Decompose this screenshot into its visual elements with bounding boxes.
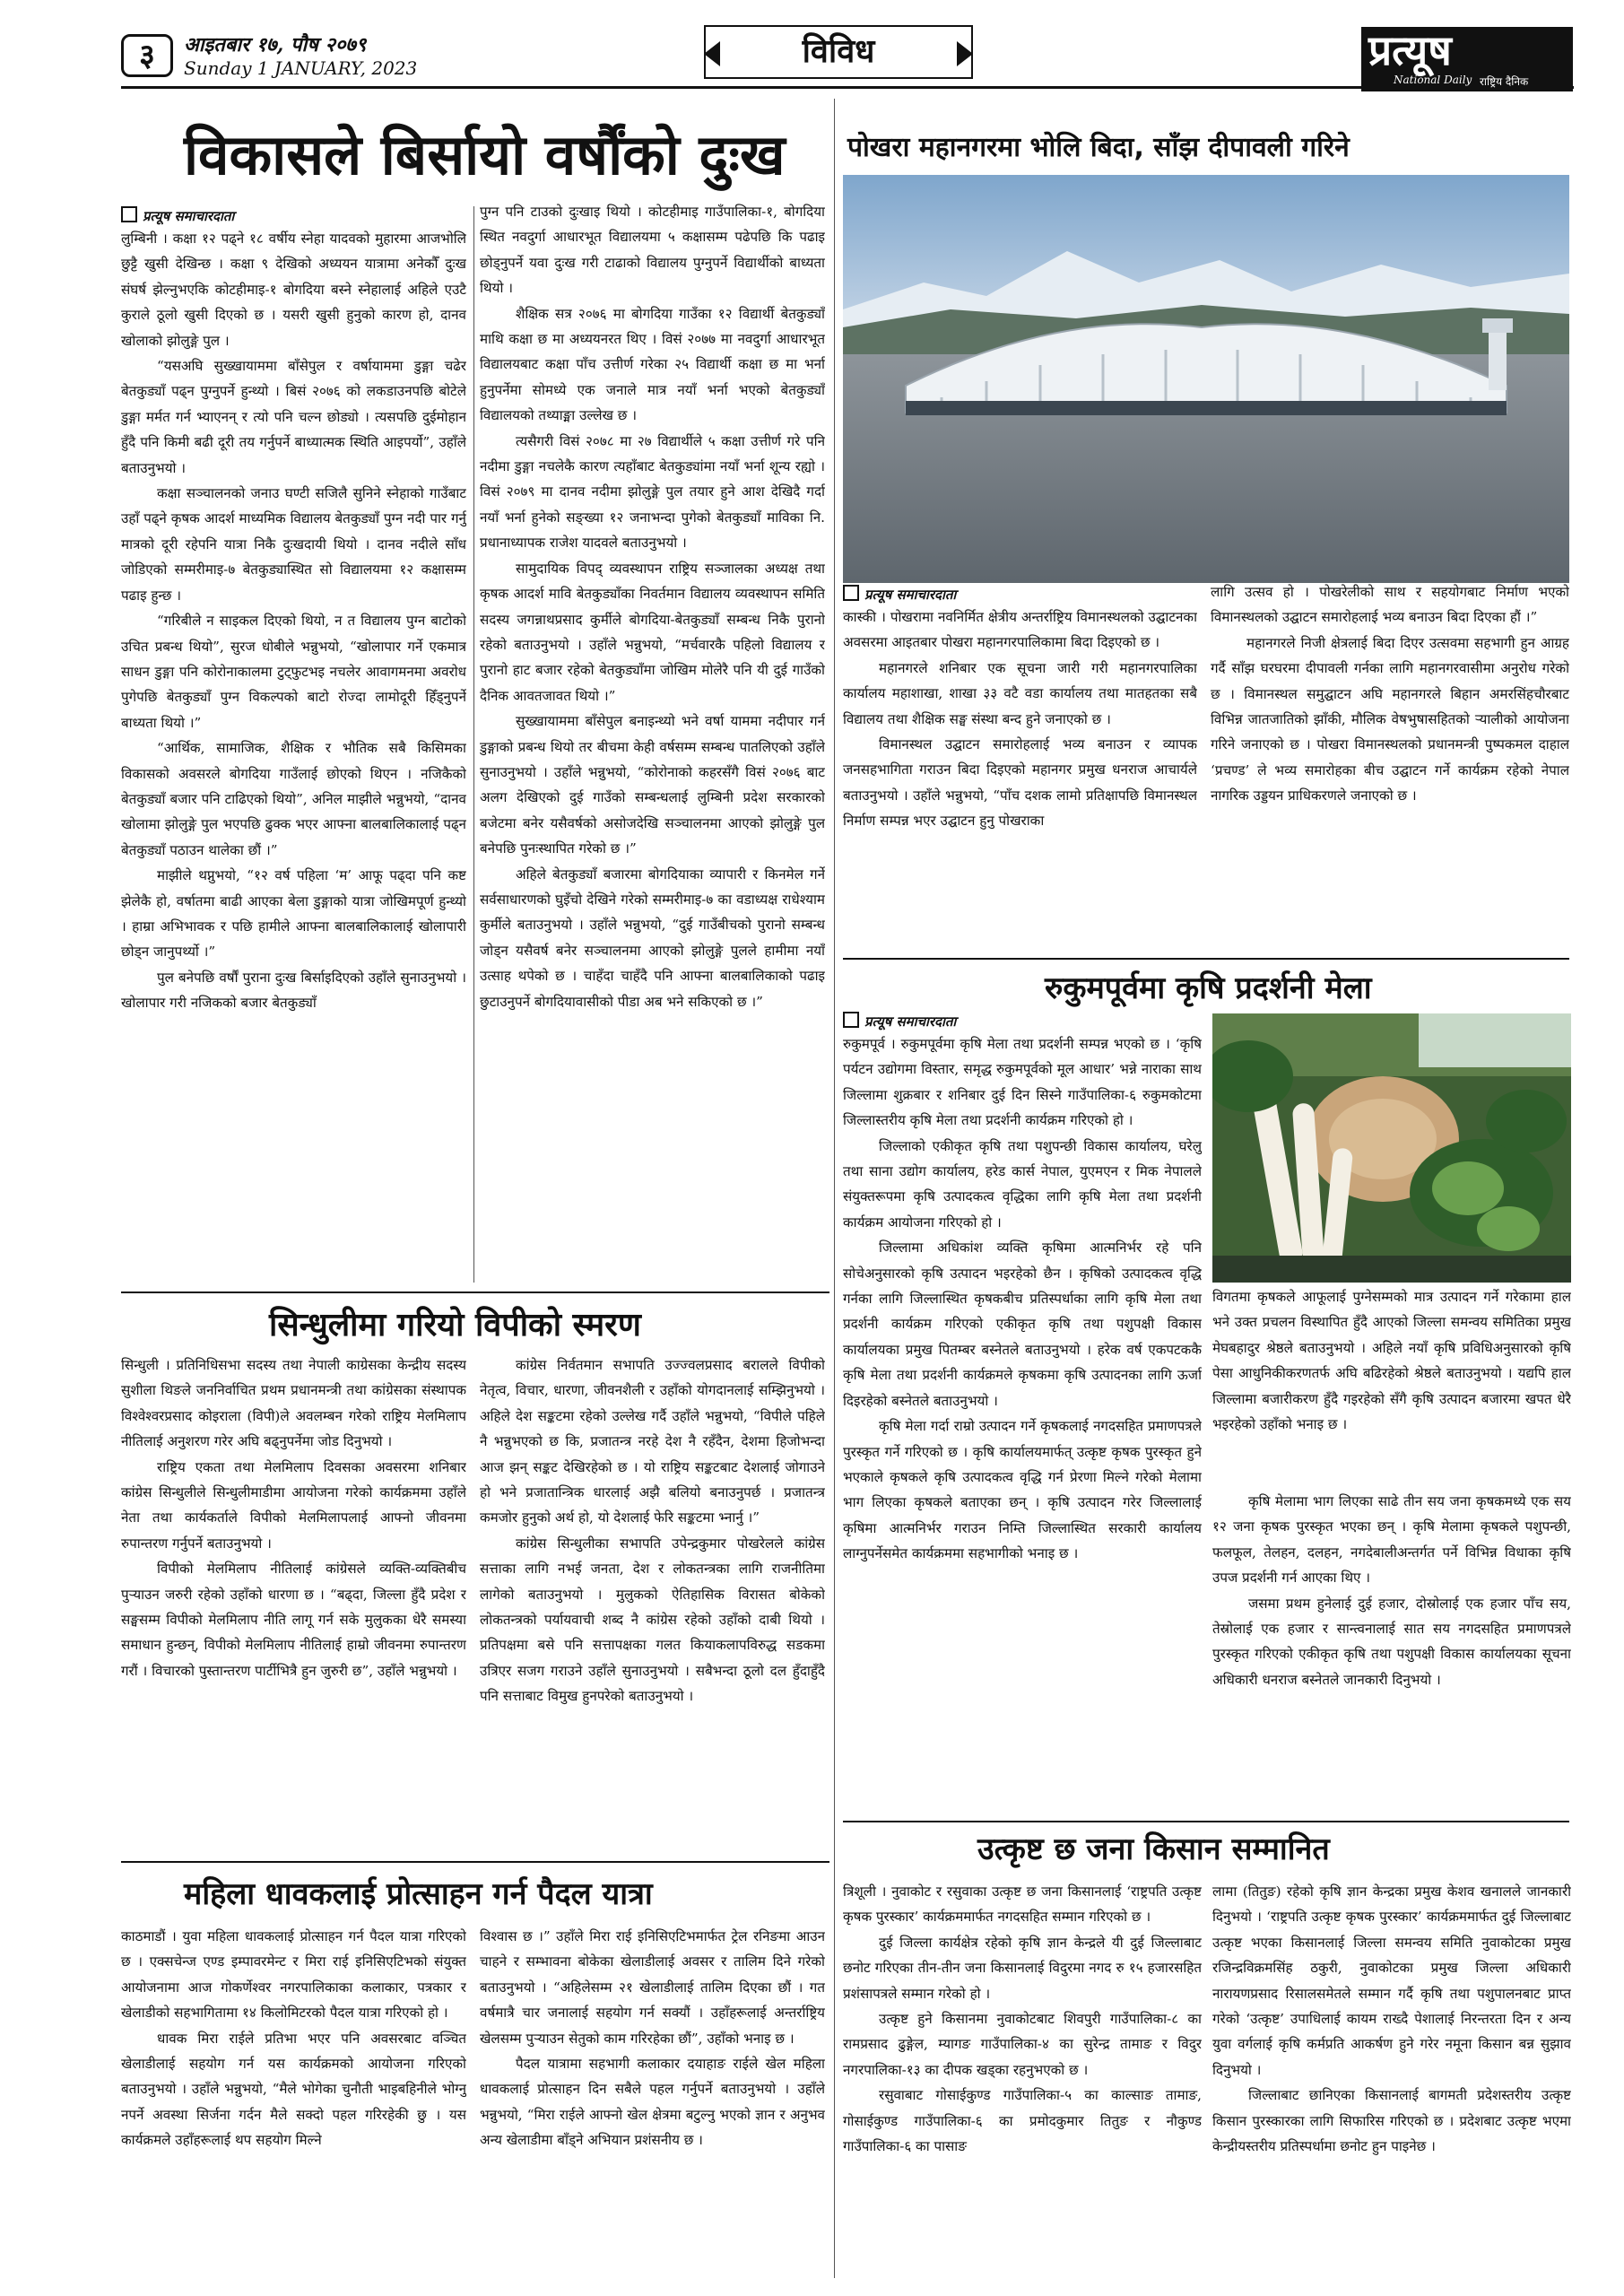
- paragraph: “यसअघि सुख्खायाममा बाँसेपुल र वर्षायाममा डुङ्गा चढेर बेतकुड्याँ पढ्न पुग्नुपर्ने हुन्थ्यो । बिसं २०७६ को लकडाउनपछि बोटेले डुङ्गा मर्मत गर्न भ्याएनन् र त्यो पनि चल्न छोड्यो । त्यसपछि दुईमोहान हुँदै पनि किमी बढी दूरी तय गर्नुपर्ने बाध्यात्मक स्थिति आइपर्यो”, उहाँले बताउनुभयो ।: [121, 358, 466, 476]
- vegetable-photo-graphic: [1212, 1013, 1571, 1283]
- sindhuli-col2: [480, 1352, 825, 1855]
- paragraph: रसुवाबाट गोसाईकुण्ड गाउँपालिका-५ का काल्साङ तामाङ, गोसाईकुण्ड गाउँपालिका-६ का प्रमोदकुमार तितुङ र नौकुण्ड गाउँपालिका-६ का पासाङ: [843, 2087, 1202, 2155]
- section-title: विविध: [802, 33, 875, 70]
- paragraph: कृषि मेला गर्दा राम्रो उत्पादन गर्ने कृषकलाई नगदसहित प्रमाणपत्रले पुरस्कृत गर्ने गरिएको छ । कृषि कार्यालयमार्फत् उत्कृष्ट कृषक पुरस्कृत हुने भएकाले कृषकले कृषि उत्पादकत्व वृद्धि गर्न प्रेरणा मिल्ने गरेको मेलामा भाग लिएका कृषकले बताएका छन् । कृषि उत्पादन गरेर जिल्लालाई कृषिमा आत्मनिर्भर गराउन निम्ति जिल्लास्थित सरकारी कार्यालय लाग्नुपर्नेसमेत कार्यक्रममा सहभागीको भनाइ छ ।: [843, 1418, 1202, 1562]
- paragraph: जिल्लामा अधिकांश व्यक्ति कृषिमा आत्मनिर्भर रहे पनि सोचेअनुसारको कृषि उत्पादन भइरहेको छैन । कृषिको उत्पादकत्व वृद्धि गर्नका लागि जिल्लास्थित कृषकबीच प्रतिस्पर्धाका लागि कृषि मेला तथा प्रदर्शनी कार्यक्रम गरिएको एकीकृत कृषि तथा पशुपक्षी विकास कार्यालयका प्रमुख पितम्बर बस्नेतले बताउनुभयो । हरेक वर्ष एकपटककै कृषि मेला तथा प्रदर्शनी कार्यक्रमले कृषकमा कृषि उत्पादनका लागि ऊर्जा दिइरहेको बस्नेतले बताउनुभयो ।: [843, 1239, 1202, 1409]
- paragraph: सुख्खायाममा बाँसेपुल बनाइन्थ्यो भने वर्षा याममा नदीपार गर्न डुङ्गाको प्रबन्ध थियो तर बीचमा केही वर्षसम्म सम्बन्ध पातलिएको उहाँले सुनाउनुभयो । उहाँले भन्नुभयो, “कोरोनाको कहरसँगै विसं २०७६ बाट अलग देखिएको दुई गाउँको सम्बन्धलाई लुम्बिनी प्रदेश सरकारको बजेटमा बनेर यसैवर्षको असोजदेखि सञ्चालनमा आएको झोलुङ्गे पुल बनेपछि पुनःस्थापित गरेको छ ।”: [480, 713, 825, 857]
- paragraph: लामा (तितुङ) रहेको कृषि ज्ञान केन्द्रका प्रमुख केशव खनालले जानकारी दिनुभयो । ‘राष्ट्रपति उत्कृष्ट कृषक पुरस्कार’ कार्यक्रममार्फत दुई जिल्लाबाट उत्कृष्ट भएका किसानलाई जिल्ला समन्वय समिति नुवाकोटका प्रमुख रजिन्द्रविक्रमसिंह ठकुरी, नुवाकोटका प्रमुख जिल्ला अधिकारी नारायणप्रसाद रिसालसमेतले सम्मान गर्दै कृषि तथा पशुपालनबाट प्राप्त गरेको ‘उत्कृष्ट’ उपाधिलाई कायम राख्दै पेशालाई निरन्तरता दिन र अन्य युवा वर्गलाई कृषि कर्मप्रति आकर्षण हुने गरेर नमूना किसान बन्न सुझाव दिनुभयो ।: [1212, 1883, 1571, 2078]
- paragraph: महानगरले निजी क्षेत्रलाई बिदा दिएर उत्सवमा सहभागी हुन आग्रह गर्दै साँझ घरघरमा दीपावली गर्नका लागि महानगरवासीमा अनुरोध गरेको छ । विमानस्थल समुद्घाटन अघि महानगरले बिहान अमरसिंहचौरबाट विभिन्न जातजातिको झाँकी, मौलिक वेषभुषासहितको ऱ्यालीको आयोजना गरिने जनाएको छ । पोखरा विमानस्थलको प्रधानमन्त्री पुष्पकमल दाहाल ‘प्रचण्ड’ ले भव्य समारोहका बीच उद्घाटन गर्ने कार्यक्रम रहेको नेपाल नागरिक उड्डयन प्राधिकरणले जनाएको छ ।: [1211, 634, 1569, 804]
- kisan-col2: [1212, 1879, 1571, 2287]
- paragraph: विश्वास छ ।” उहाँले मिरा राई इनिसिएटिभमार्फत ट्रेल रनिङमा आउन चाहने र सम्भावना बोकेका खेलाडीलाई अवसर र तालिम दिने गरेको बताउनुभयो । “अहिलेसम्म २१ खेलाडीलाई तालिम दिएका छौं । गत वर्षमात्रै चार जनालाई सहयोग गर्न सक्यौं । उहाँहरूलाई अन्तर्राष्ट्रिय खेलसम्म पुऱ्याउन सेतुको काम गरिरहेका छौं”, उहाँको भनाइ छ ।: [480, 1928, 825, 2047]
- paragraph: अहिले बेतकुड्याँ बजारमा बोगदियाका व्यापारी र किनमेल गर्ने सर्वसाधारणको घुइँचो देखिने गरेको सम्मरीमाइ-७ का वडाध्यक्ष राधेश्याम कुर्मीले बताउनुभयो । उहाँले भन्नुभयो, “दुई गाउँबीचको पुरानो सम्बन्ध जोड्न यसैवर्ष बनेर सञ्चालनमा आएको झोलुङ्गे पुलले हामीमा नयाँ उत्साह थपेको छ । चाहँदा चाहँदै पनि आफ्ना बालबालिकाको पढाइ छुटाउनुपर्ने बोगदियावासीको पीडा अब भने सकिएको छ ।”: [480, 865, 825, 1010]
- header-rule: [121, 86, 1574, 89]
- paragraph: कृषि मेलामा भाग लिएका साढे तीन सय जना कृषकमध्ये एक सय १२ जना कृषक पुरस्कृत भएका छन् । कृषि मेलामा कृषकले पशुपन्छी, फलफूल, तेलहन, दलहन, नगदेबालीअन्तर्गत पर्ने विभिन्न विधाका कृषि उपज प्रदर्शनी गर्न आएका थिए ।: [1212, 1493, 1571, 1587]
- paragraph: पैदल यात्रामा सहभागी कलाकार दयाहाङ राईले खेल महिला धावकलाई प्रोत्साहन दिन सबैले पहल गर्नुपर्ने बताउनुभयो । उहाँले भन्नुभयो, “मिरा राईले आफ्नो खेल क्षेत्रमा बटुल्नु भएको ज्ञान र अनुभव अन्य खेलाडीमा बाँड्ने अभियान प्रशंसनीय छ ।: [480, 2056, 825, 2149]
- paragraph: जसमा प्रथम हुनेलाई दुई हजार, दोस्रोलाई एक हजार पाँच सय, तेस्रोलाई एक हजार र सान्त्वनालाई सात सय नगदसहित प्रमाणपत्रले पुरस्कृत गरिएको एकीकृत कृषि तथा पशुपक्षी विकास कार्यालयका सूचना अधिकारी धनराज बस्नेतले जानकारी दिनुभयो ।: [1212, 1595, 1571, 1688]
- column-divider: [473, 206, 474, 1283]
- paragraph: महानगरले शनिबार एक सूचना जारी गरी महानगरपालिका कार्यालय महाशाखा, शाखा ३३ वटै वडा कार्यालय तथा मातहतका सबै विद्यालय तथा शैक्षिक सङ्घ संस्था बन्द हुने जनाएको छ ।: [843, 659, 1197, 727]
- paragraph: जिल्लाको एकीकृत कृषि तथा पशुपन्छी विकास कार्यालय, घरेलु तथा साना उद्योग कार्यालय, हरेड कार्स नेपाल, युएमएन र मिक नेपालले संयुक्तरूपमा कृषि उत्पादकत्व वृद्धिका लागि कृषि मेला तथा प्रदर्शनी कार्यक्रम आयोजना गरिएको हो ।: [843, 1137, 1202, 1231]
- main-headline: विकासले बिर्सायो वर्षौंको दुःख: [184, 122, 786, 187]
- rukum-byline: प्रत्यूष समाचारदाता: [843, 1012, 956, 1031]
- paragraph: धावक मिरा राईले प्रतिभा भएर पनि अवसरबाट वञ्चित खेलाडीलाई सहयोग गर्न यस कार्यक्रमको आयोजना गरिएको बताउनुभयो । उहाँले भन्नुभयो, “मैले भोगेका चुनौती भाइबहिनीले भोग्नु नपर्ने अवस्था सिर्जना गर्दन मैले सक्दो पहल गरिरहेकी छु । यस कार्यक्रमले उहाँहरूलाई थप सहयोग मिल्ने: [121, 2030, 466, 2149]
- pokhara-col2: [1211, 579, 1569, 952]
- main-story-col2: [480, 199, 825, 1274]
- section-divider: [834, 1292, 835, 2278]
- mahila-headline: महिला धावकलाई प्रोत्साहन गर्न पैदल यात्रा: [184, 1876, 653, 1912]
- paragraph: शैक्षिक सत्र २०७६ मा बोगदिया गाउँका १२ विद्यार्थी बेतकुड्याँ माथि कक्षा छ मा अध्ययनरत थिए । विसं २०७७ मा नवदुर्गा आधारभूत विद्यालयबाट कक्षा पाँच उत्तीर्ण गरेका २५ विद्यार्थी कक्षा छ मा भर्ना हुनुपर्नेमा सोमध्ये एक जनाले मात्र नयाँ भर्ना भएको बेतकुड्याँ विद्यालयको तथ्याङ्मा उल्लेख छ ।: [480, 305, 825, 424]
- paragraph: पुल बनेपछि वर्षौं पुराना दुःख बिर्साइदिएको उहाँले सुनाउनुभयो । खोलापार गरी नजिकको बजार बेतकुड्याँ: [121, 969, 466, 1012]
- date-nepali: आइतबार १७, पौष २०७९: [184, 33, 367, 57]
- main-story-col1: [121, 226, 466, 1274]
- paragraph: “आर्थिक, सामाजिक, शैक्षिक र भौतिक सबै किसिमका विकासको अवसरले बोगदिया गाउँलाई छोएको थिएन । नजिकैको बेतकुड्याँ बजार पनि टाढिएको थियो”, अनिल माझीले भन्नुभयो, “दानव खोलामा झोलुङ्गे पुल भएपछि ढुक्क भएर आफ्ना बालबालिकालाई पढ्न बेतकुड्याँ पठाउन थालेका छौं ।”: [121, 740, 466, 858]
- paragraph: लागि उत्सव हो । पोखरेलीको साथ र सहयोगबाट निर्माण भएको विमानस्थलको उद्घाटन समारोहलाई भव्य बनाउन बिदा दिएका हौं ।”: [1211, 584, 1569, 626]
- pokhara-byline: प्रत्यूष समाचारदाता: [843, 585, 956, 604]
- paragraph: उत्कृष्ट हुने किसानमा नुवाकोटबाट शिवपुरी गाउँपालिका-८ का रामप्रसाद ढुङ्गेल, म्यागङ गाउँपालिका-४ का सुरेन्द्र तामाङ र विदुर नगरपालिका-१३ का दीपक खड्का रहनुभएको छ ।: [843, 2011, 1202, 2078]
- paragraph: त्यसैगरी विसं २०७८ मा २७ विद्यार्थीले ५ कक्षा उत्तीर्ण गरे पनि नदीमा डुङ्गा नचलेकै कारण त्यहाँबाट बेतकुड्यांमा नयाँ भर्ना शून्य रह्यो । विसं २०७९ मा दानव नदीमा झोलुङ्गे पुल तयार हुने आश देखिदै गर्दा नयाँ भर्ना हुनेको सङ्ख्या १२ जनाभन्दा पुगेको बेतकुड्याँ माविका नि. प्रधानाध्यापक राजेश यादवले बताउनुभयो ।: [480, 432, 825, 552]
- paragraph: काठमाडौं । युवा महिला धावकलाई प्रोत्साहन गर्न पैदल यात्रा गरिएको छ । एक्सचेन्ज एण्ड इम्पावरमेन्ट र मिरा राई इनिसिएटिभको संयुक्त आयोजनामा आज गोकर्णेश्वर नगरपालिकाका कलाकार, पत्रकार र खेलाडीको सहभागितामा १४ किलोमिटरको पैदल यात्रा गरिएको हो ।: [121, 1928, 466, 2022]
- pokhara-col1: [843, 604, 1197, 950]
- story-separator: [121, 1292, 829, 1293]
- sindhuli-headline: सिन्धुलीमा गरियो विपीको स्मरण: [269, 1307, 641, 1344]
- airport-photo-graphic: [843, 175, 1569, 583]
- paragraph: कांग्रेस सिन्धुलीका सभापति उपेन्द्रकुमार पोखरेलले कांग्रेस सत्ताका लागि नभई जनता, देश र लोकतन्त्रका लागि राजनीतिमा लागेको बताउनुभयो । मुलुकको ऐतिहासिक विरासत बोकेको लोकतन्त्रको पर्यायवाची शब्द नै कांग्रेस रहेको उहाँको दाबी थियो । प्रतिपक्षमा बसे पनि सत्तापक्षका गलत कियाकलापविरुद्ध सडकमा उत्रिएर सजग गराउने उहाँले सुनाउनुभयो । सबैभन्दा ठूलो दल हुँदाहुँदै पनि सत्ताबाट विमुख हुनपरेको बताउनुभयो ।: [480, 1535, 825, 1705]
- paragraph: “गरिबीले न साइकल दिएको थियो, न त विद्यालय पुग्न बाटोको उचित प्रबन्ध थियो”, सुरज धोबीले भन्नुभयो, “खोलापार गर्ने एकमात्र साधन डुङ्गा पनि कोरोनाकालमा टुट्फुटभइ नचलेर आवागमनमा अवरोध पुगेपछि बेतकुड्याँ पुग्न विकल्पको बाटो रोज्दा लामोदूरी हिँड्नुपर्ने बाध्यता थियो ।”: [121, 613, 466, 731]
- paragraph: रुकुमपूर्व । रुकुमपूर्वमा कृषि मेला तथा प्रदर्शनी सम्पन्न भएको छ । ‘कृषि पर्यटन उद्योगमा विस्तार, समृद्ध रुकुमपूर्वको मूल आधार’ भन्ने नाराका साथ जिल्लामा शुक्रबार र शनिबार दुई दिन सिस्ने गाउँपालिका-६ रुकुमकोटमा जिल्लास्तरीय कृषि मेला तथा प्रदर्शनी कार्यक्रम गरिएको हो ।: [843, 1036, 1202, 1129]
- paragraph: सामुदायिक विपद् व्यवस्थापन राष्ट्रिय सञ्जालका अध्यक्ष तथा कृषक आदर्श मावि बेतकुड्याँका निवर्तमान विद्यालय व्यवस्थापन समिति सदस्य जगन्नाथप्रसाद कुर्मीले बोगदिया-बेतकुड्याँ सम्बन्ध निकै पुरानो रहेको बताउनुभयो । उहाँले भन्नुभयो, “मर्चवारकै पहिलो विद्यालय र पुरानो हाट बजार रहेको बेतकुड्याँमा जोखिम मोलेरै पनि यी दुई गाउँको दैनिक आवतजावत थियो ।”: [480, 560, 825, 704]
- paragraph: विमानस्थल उद्घाटन समारोहलाई भव्य बनाउन र व्यापक जनसहभागिता गराउन बिदा दिइएको महानगर प्रमुख धनराज आचार्यले बताउनुभयो । उहाँले भन्नुभयो, “पाँच दशक लामो प्रतिक्षापछि विमानस्थल निर्माण सम्पन्न भएर उद्घाटन हुनु पोखराका: [843, 736, 1197, 830]
- paragraph: कास्की । पोखरामा नवनिर्मित क्षेत्रीय अन्तर्राष्ट्रिय विमानस्थलको उद्घाटनका अवसरमा आइतबार पोखरा महानगरपालिकामा बिदा दिइएको छ ।: [843, 609, 1197, 651]
- masthead-sub-nepali: राष्ट्रिय दैनिक: [1480, 75, 1529, 88]
- main-byline: प्रत्यूष समाचारदाता: [121, 206, 234, 225]
- date-english: Sunday 1 JANUARY, 2023: [184, 57, 418, 79]
- paragraph: त्रिशूली । नुवाकोट र रसुवाका उत्कृष्ट छ जना किसानलाई ‘राष्ट्रपति उत्कृष्ट कृषक पुरस्कार’ कार्यक्रममार्फत नगदसहित सम्मान गरिएको छ ।: [843, 1883, 1202, 1926]
- paragraph: कक्षा सञ्चालनको जनाउ घण्टी सजिलै सुनिने स्नेहाको गाउँबाट उहाँ पढ्ने कृषक आदर्श माध्यमिक विद्यालय बेतकुड्याँ पुग्न नदी पार गर्नु मात्रको दूरी रहेपनि यात्रा निकै दुःखदायी थियो । दानव नदीले साँध जोडिएको सम्मरीमाइ-७ बेतकुड्यास्थित सो विद्यालयमा १२ कक्षासम्म पढाइ हुन्छ ।: [121, 485, 466, 604]
- paragraph: लुम्बिनी । कक्षा १२ पढ्ने १८ वर्षीय स्नेहा यादवको मुहारमा आजभोलि छुट्टै खुसी देखिन्छ । कक्षा ९ देखिको अध्ययन यात्रामा अनेकौँ दुःख संघर्ष झेल्नुभएकि कोटहीमाइ-१ बोगदिया बस्ने स्नेहालाई अहिले एउटै कुराले ठूलो खुसी दिएको छ । यसरी खुसी हुनुको कारण हो, दानव खोलाको झोलुङ्गे पुल ।: [121, 230, 466, 349]
- rukum-headline: रुकुमपूर्वमा कृषि प्रदर्शनी मेला: [1045, 970, 1372, 1006]
- masthead-name: प्रत्यूष: [1368, 26, 1452, 74]
- paragraph: माझीले थप्नुभयो, “१२ वर्ष पहिला ‘म’ आफू पढ्दा पनि कष्ट झेलेकै हो, वर्षातमा बाढी आएका बेला डुङ्गाको यात्रा जोखिमपूर्ण हुन्थ्यो । हाम्रा अभिभावक र पछि हामीले आफ्ना बालबालिकालाई खोलापारी छोड्न जानुपर्थ्यो ।”: [121, 867, 466, 961]
- kisan-col1: [843, 1879, 1202, 2287]
- paragraph: पुग्न पनि टाउको दुःखाइ थियो । कोटहीमाइ गाउँपालिका-१, बोगदिया स्थित नवदुर्गा आधारभूत विद्यालयमा ५ कक्षासम्म पढेपछि कि पढाइ छोड्नुपर्ने यवा दुःख गरी टाढाको विद्यालय पुग्नुपर्ने विद्यार्थीको बाध्यता थियो ।: [480, 204, 825, 297]
- mahila-col2: [480, 1924, 825, 2287]
- story-separator: [843, 1821, 1569, 1822]
- vegetable-exhibition-photo: [1212, 1013, 1571, 1283]
- paragraph: कांग्रेस निर्वतमान सभापति उज्ज्वलप्रसाद बरालले विपीको नेतृत्व, विचार, धारणा, जीवनशैली र उहाँको योगदानलाई सम्झिनुभयो । अहिले देश सङ्कटमा रहेको उल्लेख गर्दै उहाँले भन्नुभयो, “विपीले पहिले नै भन्नुभएको छ कि, प्रजातन्त्र नरहे देश नै रहँदैन, देशमा हिजोभन्दा आज झन् सङ्कट देखिरहेको छ । यो राष्ट्रिय सङ्कटबाट देशलाई जोगाउने हो भने प्रजातान्त्रिक धारलाई अझै बलियो बनाउनुपर्छ । प्रजातन्त्र कमजोर हुनुको अर्थ हो, यो देशलाई फेरि सङ्कटमा भ्नार्नु ।”: [480, 1357, 825, 1526]
- section-banner: [704, 25, 973, 79]
- paragraph: जिल्लाबाट छानिएका किसानलाई बागमती प्रदेशस्तरीय उत्कृष्ट किसान पुरस्कारका लागि सिफारिस गरिएको छ । प्रदेशबाट उत्कृष्ट भएमा केन्द्रीयस्तरीय प्रतिस्पर्धामा छनोट हुन पाइनेछ ।: [1212, 2087, 1571, 2155]
- arrow-right-icon: [957, 41, 973, 66]
- section-divider: [834, 99, 835, 1292]
- airport-terminal-photo: [843, 175, 1569, 583]
- pokhara-headline: पोखरा महानगरमा भोलि बिदा, साँझ दीपावली गरिने: [847, 132, 1350, 163]
- rukum-col2: [1212, 1489, 1571, 1821]
- paragraph: दुई जिल्ला कार्यक्षेत्र रहेको कृषि ज्ञान केन्द्रले यी दुई जिल्लाबाट छनोट गरिएका तीन-तीन जना किसानलाई विदुरमा नगद रु १५ हजारसहित प्रशंसापत्रले सम्मान गरेको हो ।: [843, 1934, 1202, 2002]
- masthead-logo: [1361, 27, 1573, 91]
- masthead-sub-english: National Daily: [1394, 74, 1472, 86]
- paragraph: विपीको मेलमिलाप नीतिलाई कांग्रेसले व्यक्ति-व्यक्तिबीच पुऱ्याउन जरुरी रहेको उहाँको धारणा छ । “बढ्दा, जिल्ला हुँदै प्रदेश र सङ्घसम्म विपीको मेलमिलाप नीति लागू गर्न सके मुलुकका धेरै समस्या समाधान हुन्छन्, विपीको मेलमिलाप नीतिलाई हाम्रो जीवनमा रुपान्तरण गरौं । विचारको पुस्तान्तरण पार्टीभित्रै हुन जुरुरी छ”, उहाँले भन्नुभयो ।: [121, 1561, 466, 1679]
- story-separator: [843, 958, 1569, 960]
- rukum-col1: [843, 1031, 1202, 1821]
- story-separator: [121, 1861, 829, 1863]
- arrow-left-icon: [704, 41, 720, 66]
- sindhuli-col1: [121, 1352, 466, 1855]
- paragraph: सिन्धुली । प्रतिनिधिसभा सदस्य तथा नेपाली काग्रेसका केन्द्रीय सदस्य सुशीला थिङले जननिर्वाचित प्रथम प्रधानमन्त्री तथा कांग्रेसका संस्थापक विश्वेश्वरप्रसाद कोइराला (विपी)ले अवलम्बन गरेको राष्ट्रिय मेलमिलाप नीतिलाई अनुशरण गरेर अघि बढ्नुपर्नेमा जोड दिनुभयो ।: [121, 1357, 466, 1450]
- rukum-photo-caption: विगतमा कृषकले आफूलाई पुग्नेसम्मको मात्र उत्पादन गर्ने गरेकामा हाल भने उक्त प्रचलन विस्थापित हुँदै आएको जिल्ला समन्वय समितिका प्रमुख मेघबहादुर श्रेष्ठले बताउनुभयो । अहिले नयाँ कृषि प्रविधिअनुसारको कृषि पेसा आधुनिकीकरणतर्फ अघि बढिरहेको श्रेष्ठले बताउनुभयो । यद्यपि हाल जिल्लामा बजारीकरण हुँदै गइरहेको सँगै कृषि उत्पादन बजारमा खपत धेरै भइरहेको उहाँको भनाइ छ ।: [1212, 1289, 1571, 1433]
- paragraph: राष्ट्रिय एकता तथा मेलमिलाप दिवसका अवसरमा शनिबार कांग्रेस सिन्धुलीले सिन्धुलीमाडीमा आयोजना गरेको कार्यक्रममा उहाँले नेता तथा कार्यकर्ताले विपीको मेलमिलापलाई आफ्नो जीवनमा रुपान्तरण गर्नुपर्ने बताउनुभयो ।: [121, 1458, 466, 1552]
- mahila-col1: [121, 1924, 466, 2287]
- page-number: ३: [121, 34, 173, 77]
- kisan-headline: उत्कृष्ट छ जना किसान सम्मानित: [977, 1831, 1330, 1867]
